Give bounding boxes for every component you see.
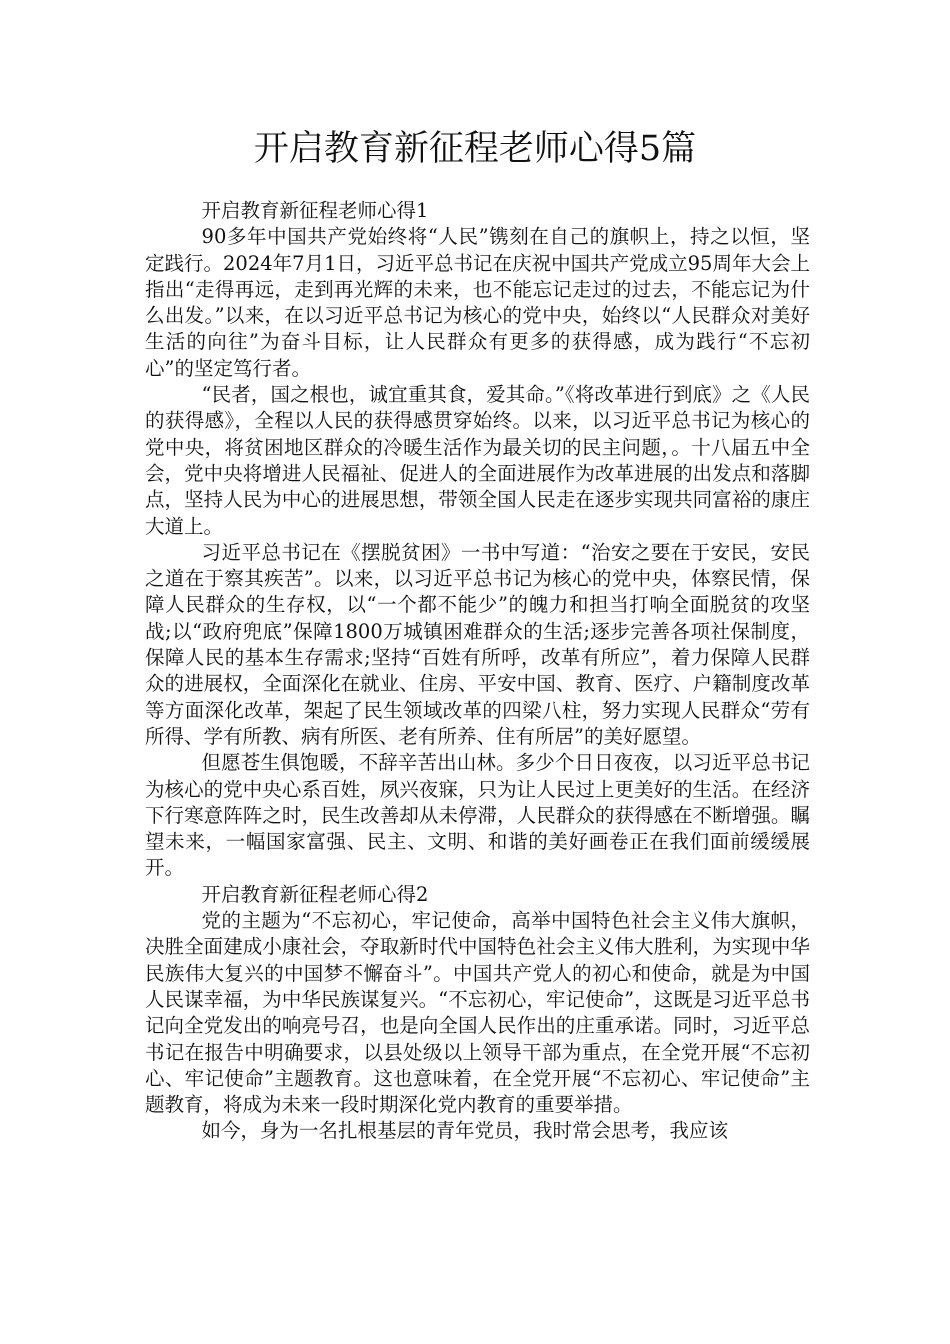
section-heading-1: 开启教育新征程老师心得1 xyxy=(201,199,429,222)
paragraph: 习近平总书记在《摆脱贫困》一书中写道：“治安之要在于安民，安民之道在于察其疾苦”。以来，以习近平总书记为核心的党中央，体察民情，保障人民群众的生存权，以“一个都不能少”的魄力和担当打响全面脱贫的攻坚战;以“政府兜底”保障1800万城镇困难群众的生活;逐步完善各项社保制度，保障人民的基本生存需求;坚持“百姓有所呼，改革有所应”，着力保障人民群众的进展权，全面深化在就业、住房、平安中国、教育、医疗、户籍制度改革等方面深化改革，架起了民生领域改革的四梁八柱，努力实现人民群众“劳有所得、学有所教、病有所医、老有所养、住有所居”的美好愿望。 xyxy=(145,540,810,748)
document-body xyxy=(145,198,810,1145)
paragraph: 党的主题为“不忘初心，牢记使命，高举中国特色社会主义伟大旗帜，决胜全面建成小康社会，夺取新时代中国特色社会主义伟大胜利，为实现中华民族伟大复兴的中国梦不懈奋斗”。中国共产党人的初心和使命，就是为中国人民谋幸福，为中华民族谋复兴。“不忘初心，牢记使命”，这既是习近平总书记向全党发出的响亮号召，也是向全国人民作出的庄重承诺。同时，习近平总书记在报告中明确要求，以县处级以上领导干部为重点，在全党开展“不忘初心、牢记使命”主题教育。这也意味着，在全党开展“不忘初心、牢记使命”主题教育，将成为未来一段时期深化党内教育的重要举措。 xyxy=(145,909,810,1117)
document-title: 开启教育新征程老师心得5篇 xyxy=(253,129,697,169)
paragraph: 但愿苍生俱饱暖，不辞辛苦出山林。多少个日日夜夜，以习近平总书记为核心的党中央心系百姓，夙兴夜寐，只为让人民过上更美好的生活。在经济下行寒意阵阵之时，民生改善却从未停滞，人民群众的获得感在不断增强。瞩望未来，一幅国家富强、民主、文明、和谐的美好画卷正在我们面前缓缓展开。 xyxy=(145,751,810,880)
paragraph: “民者，国之根也，诚宜重其食，爱其命。”《将改革进行到底》之《人民的获得感》，全程以人民的获得感贯穿始终。以来，以习近平总书记为核心的党中央，将贫困地区群众的冷暖生活作为最关切的民主问题，。十八届五中全会，党中央将增进人民福祉、促进人的全面进展作为改革进展的出发点和落脚点，坚持人民为中心的进展思想，带领全国人民走在逐步实现共同富裕的康庄大道上。 xyxy=(145,383,810,538)
paragraph: 90多年中国共产党始终将“人民”镌刻在自己的旗帜上，持之以恒，坚定践行。2024年7月1日，习近平总书记在庆祝中国共产党成立95周年大会上指出“走得再远，走到再光辉的未来，也不能忘记走过的过去，不能忘记为什么出发。”以来，在以习近平总书记为核心的党中央，始终以“人民群众对美好生活的向往”为奋斗目标，让人民群众有更多的获得感，成为践行“不忘初心”的坚定笃行者。 xyxy=(145,225,810,380)
paragraph: 如今，身为一名扎根基层的青年党员，我时常会思考，我应该 xyxy=(201,1119,729,1143)
section-heading-2: 开启教育新征程老师心得2 xyxy=(201,882,429,906)
